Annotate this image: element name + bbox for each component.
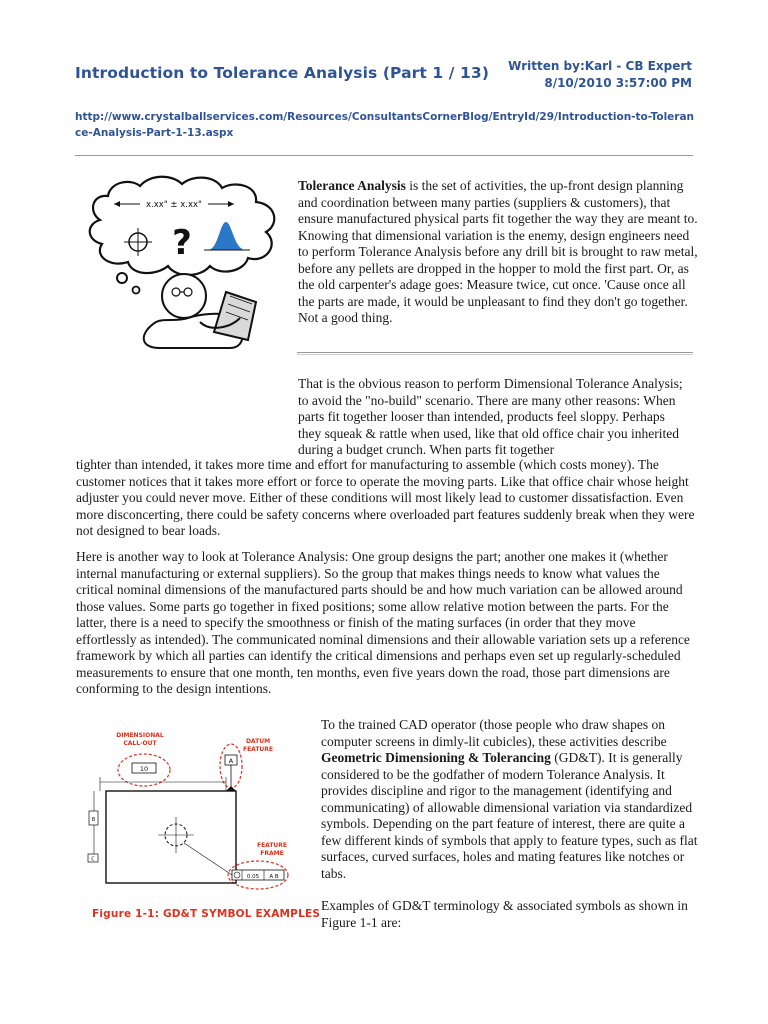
paragraph-gdt-text-a: To the trained CAD operator (those people who draw shapes on computer screens in dimly-lit cubicles), these activities describe <box>321 717 667 749</box>
paragraph-no-build-part1: That is the obvious reason to perform Dimensional Tolerance Analysis; to avoid the "no-build" scenario. There are many other reasons: When parts fit together looser than intended, products feel sloppy. Perhaps they squeak & rattle when used, like that old office chair you inherited during a budget crunch. When parts fit together <box>298 376 683 457</box>
term-tolerance-analysis: Tolerance Analysis <box>298 178 406 193</box>
paragraph-no-build-part2: tighter than intended, it takes more time and effort for manufacturing to assemble (which costs money). The customer notices that it takes more effort or force to operate the moving parts. Like that office chair whose height adjuster you could never move. Either of these conditions will most likely lead to customer dissatisfaction. Even more disconcerting, there could be safety concerns where overloaded part features suddenly break when they were not designed to bear loads. <box>76 457 695 538</box>
section-divider <box>297 352 693 355</box>
datum-letter: A <box>228 757 234 765</box>
source-url-link[interactable]: http://www.crystalballservices.com/Resources/ConsultantsCornerBlog/EntryId/29/Introduction-to-Tolerance-Analysis-Part-1-13.aspx <box>75 111 695 139</box>
callout-dimensional-label: DIMENSIONAL <box>116 732 164 739</box>
paragraph-gdt <box>321 717 701 882</box>
thinking-person-illustration <box>80 172 292 350</box>
post-meta <box>508 58 692 92</box>
callout-frame-label-2: FRAME <box>260 850 284 857</box>
divider <box>75 155 693 156</box>
gdt-symbol-figure <box>80 725 302 925</box>
figure-caption: Figure 1-1: GD&T SYMBOL EXAMPLES <box>92 908 321 920</box>
dimension-value: 10 <box>139 765 149 773</box>
term-gdt: Geometric Dimensioning & Tolerancing <box>321 750 551 765</box>
datum-letter-c: C <box>91 856 95 863</box>
callout-frame-label: FEATURE <box>256 842 288 849</box>
datum-letter-b: B <box>91 817 96 823</box>
callout-dimensional-label-2: CALL-OUT <box>123 740 157 747</box>
page-title: Introduction to Tolerance Analysis (Part 1 / 13) <box>75 64 489 82</box>
callout-datum-label-2: FEATURE <box>242 746 274 753</box>
author-line: Written by:Karl - CB Expert <box>508 59 692 73</box>
paragraph-gdt-text-b: (GD&T). It is generally considered to be the godfather of modern Tolerance Analysis. It provides discipline and rigor to the management (identifying and communicating) of allowable dimensional variation via standardized symbols. Depending on the part feature of interest, there are quite a few different kinds of symbols that apply to feature types, such as flat surfaces, curved surfaces, holes and mating features like notches or tabs. <box>321 750 698 881</box>
paragraph-another-way: Here is another way to look at Tolerance Analysis: One group designs the part; another one makes it (whether internal manufacturing or external suppliers). So the group that makes things needs to know what values the critical nominal dimensions of the manufactured parts should be and how much variation can be allowed around those values. Some parts go together in fixed positions; some allow relative motion between the parts. For the latter, there is a need to specify the smoothness or finish of the mating surfaces (in order that they move effortlessly as intended). The communicated nominal dimensions and their allowable variation sets up a reference framework by which all parties can identify the critical dimensions and perhaps even set up regularly-scheduled measurements to ensure that one month, ten months, even five years down the road, those part dimensions are conforming to the design intentions. <box>76 549 690 696</box>
frame-value: 0.05 <box>246 874 260 880</box>
question-mark-icon: ? <box>172 223 192 263</box>
callout-datum-label: DATUM <box>245 738 271 745</box>
feature-control-frame <box>232 870 284 880</box>
frame-ref: A B <box>269 874 279 880</box>
date-line: 8/10/2010 3:57:00 PM <box>544 76 692 90</box>
paragraph-examples: Examples of GD&T terminology & associated symbols as shown in Figure 1-1 are: <box>321 898 688 930</box>
paragraph-intro <box>298 178 698 327</box>
paragraph-intro-text: is the set of activities, the up-front design planning and coordination between many parties (suppliers & customers), that ensure manufactured physical parts fit together the way they are meant to. Knowing that dimensional variation is the enemy, design engineers need to perform Tolerance Analysis before any drill bit is brought to raw metal, before any pellets are dropped in the hopper to mold the first part. Or, as the old carpenter's adage goes: Measure twice, cut once. 'Cause once all the parts are made, it would be unpleasant to find they don't go together. Not a good thing. <box>298 178 698 325</box>
tolerance-label: x.xx" ± x.xx" <box>146 200 202 210</box>
person-figure <box>144 274 256 348</box>
